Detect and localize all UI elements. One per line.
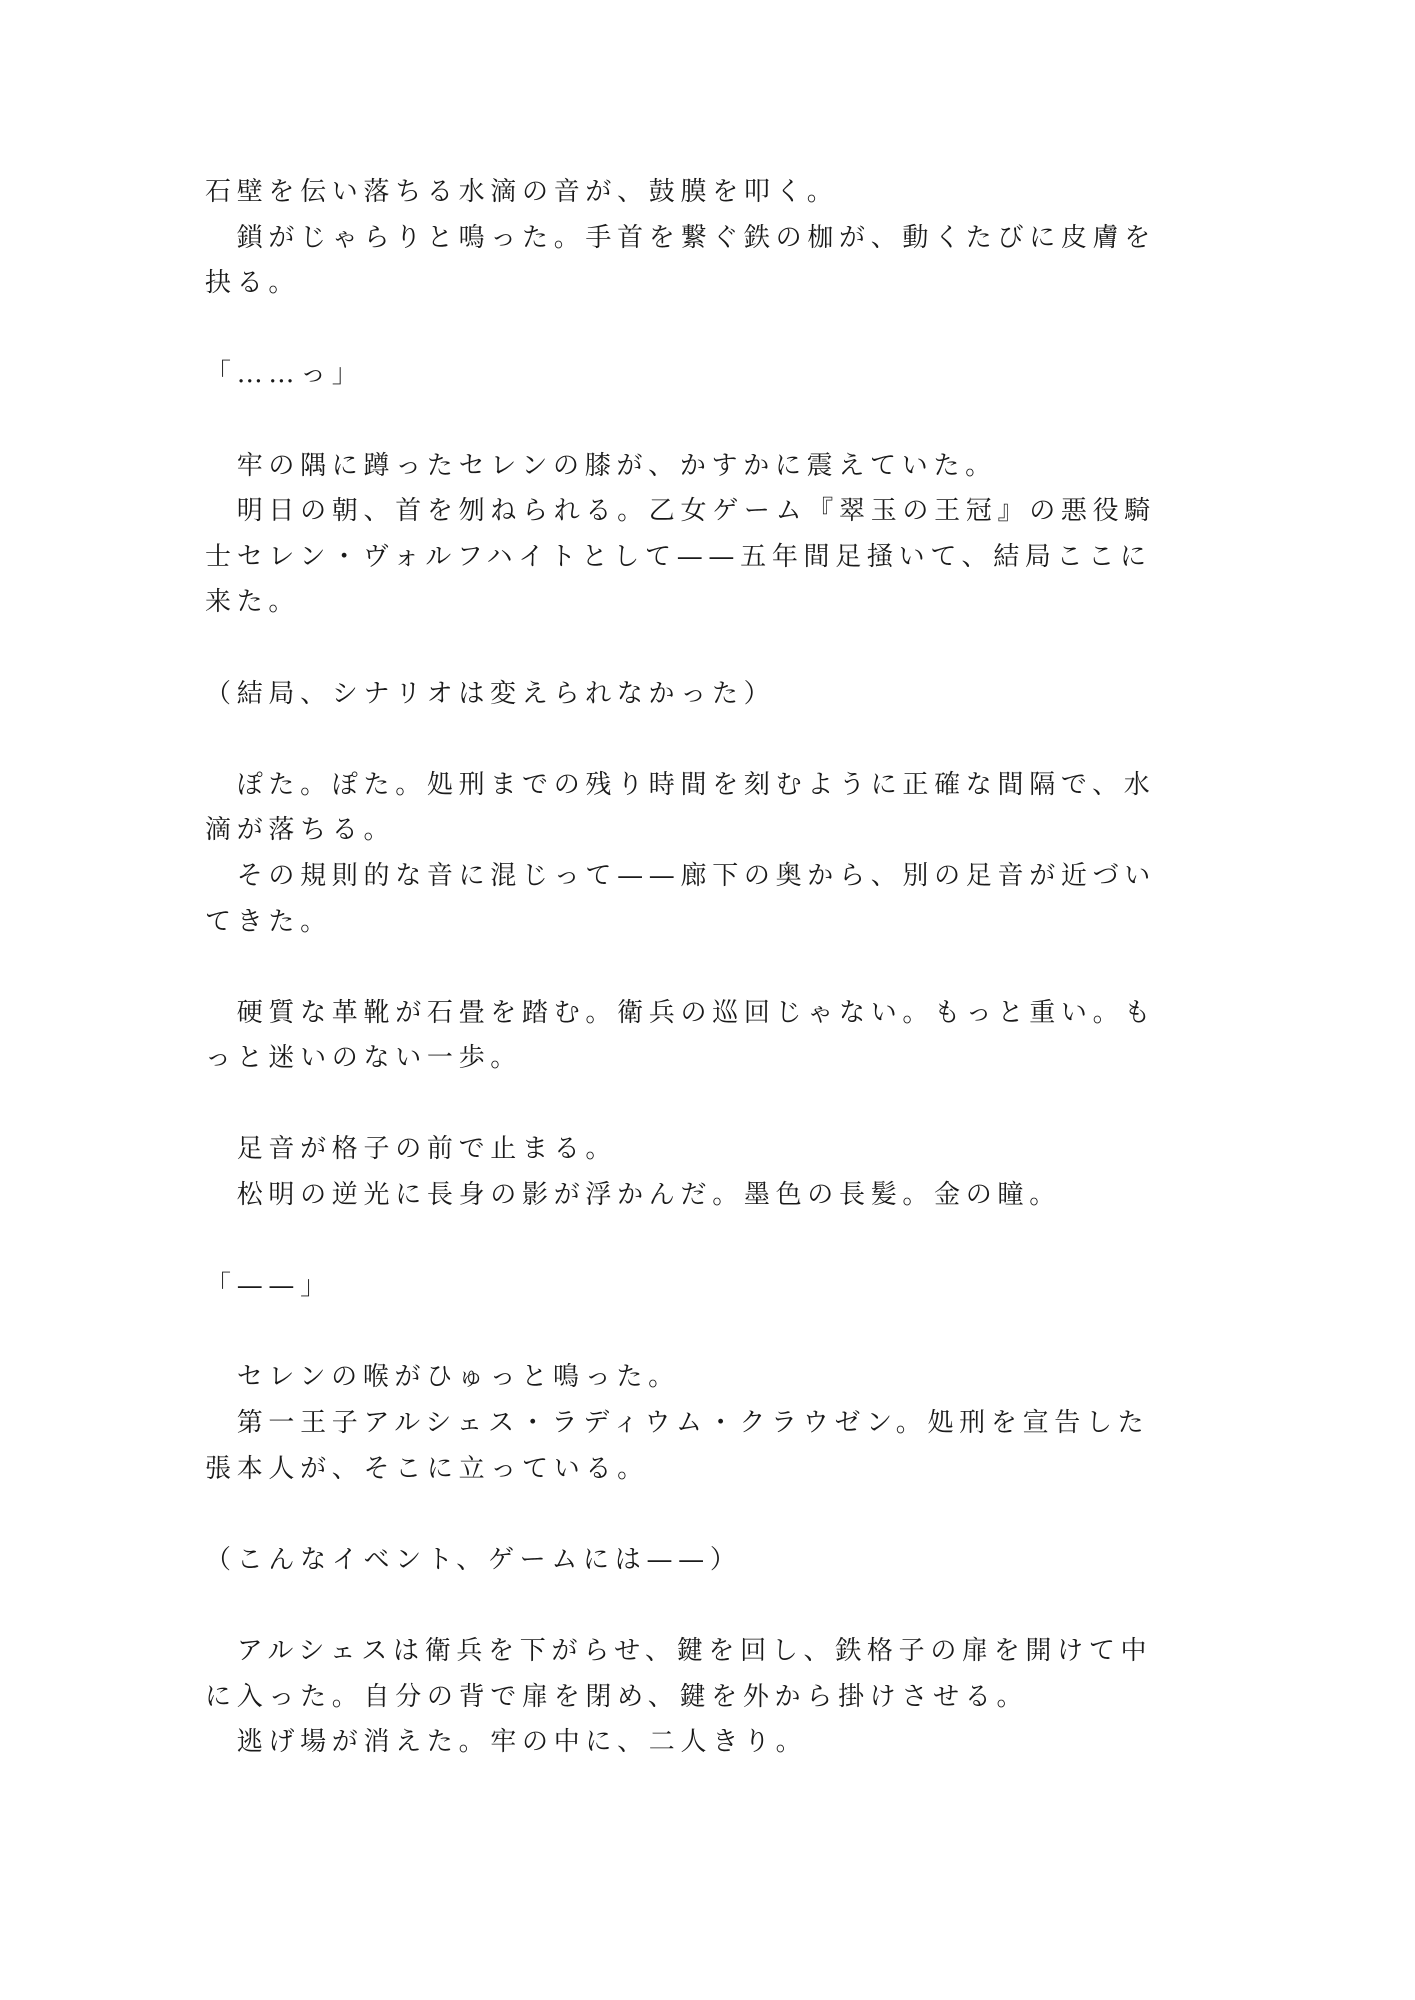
blank-line xyxy=(205,717,1165,763)
text-line: に入った。自分の背で扉を閉め、鍵を外から掛けさせる。 xyxy=(205,1681,1029,1712)
text-line: 抉る。 xyxy=(205,268,301,299)
blank-line xyxy=(205,1082,1165,1128)
text-line: 張本人が、そこに立っている。 xyxy=(205,1453,649,1484)
blank-line xyxy=(205,945,1165,991)
text-line: ぽた。ぽた。処刑までの残り時間を刻むように正確な間隔で、水 xyxy=(205,769,1156,800)
text-line: 石壁を伝い落ちる水滴の音が、鼓膜を叩く。 xyxy=(205,177,839,207)
text-line: 逃げ場が消えた。牢の中に、二人きり。 xyxy=(205,1727,808,1758)
dialogue-line: 「——」 xyxy=(205,1271,332,1302)
text-line: 明日の朝、首を刎ねられる。乙女ゲーム『翠玉の王冠』の悪役騎 xyxy=(205,496,1157,527)
blank-line xyxy=(205,398,1165,444)
text-line: 来た。 xyxy=(205,587,301,618)
text-line: っと迷いのない一歩。 xyxy=(205,1043,523,1074)
blank-line xyxy=(205,1492,1165,1538)
novel-text-body xyxy=(205,170,1165,1766)
text-line: 滴が落ちる。 xyxy=(205,815,396,846)
text-line: 士セレン・ヴォルフハイトとして——五年間足掻いて、結局ここに xyxy=(205,541,1152,572)
blank-line xyxy=(205,626,1165,672)
blank-line xyxy=(205,1583,1165,1629)
text-line: その規則的な音に混じって——廊下の奥から、別の足音が近づい xyxy=(205,860,1157,891)
text-line: 足音が格子の前で止まる。 xyxy=(205,1134,618,1165)
text-line: 第一王子アルシェス・ラディウム・クラウゼン。処刑を宣告した xyxy=(205,1408,1150,1439)
text-line: 硬質な革靴が石畳を踏む。衛兵の巡回じゃない。もっと重い。も xyxy=(205,997,1157,1028)
inner-thought-line: （結局、シナリオは変えられなかった） xyxy=(205,678,776,709)
blank-line xyxy=(205,307,1165,353)
dialogue-line: 「……っ」 xyxy=(205,359,364,390)
text-line: 松明の逆光に長身の影が浮かんだ。墨色の長髪。金の瞳。 xyxy=(205,1180,1061,1211)
text-line: セレンの喉がひゅっと鳴った。 xyxy=(205,1362,680,1393)
text-line: 鎖がじゃらりと鳴った。手首を繋ぐ鉄の枷が、動くたびに皮膚を xyxy=(205,222,1157,253)
text-line: てきた。 xyxy=(205,906,332,937)
inner-thought-line: （こんなイベント、ゲームには——） xyxy=(205,1544,742,1575)
text-line: アルシェスは衛兵を下がらせ、鍵を回し、鉄格子の扉を開けて中 xyxy=(205,1636,1153,1666)
blank-line xyxy=(205,1310,1165,1356)
blank-line xyxy=(205,1219,1165,1265)
text-line: 牢の隅に蹲ったセレンの膝が、かすかに震えていた。 xyxy=(205,450,997,481)
